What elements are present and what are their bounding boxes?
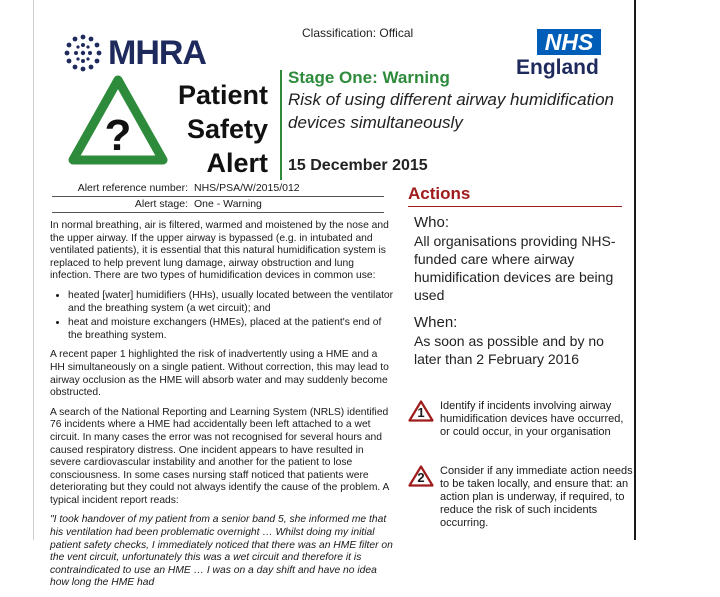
ref-stage-value: One - Warning <box>194 198 262 210</box>
alert-date: 15 December 2015 <box>288 157 428 174</box>
ref-number-label: Alert reference number: <box>77 182 188 194</box>
when-label: When: <box>414 314 458 331</box>
title-line-3: Alert <box>206 148 268 178</box>
title-divider <box>280 70 282 180</box>
nhs-badge: NHS <box>537 29 601 55</box>
reference-table <box>52 181 384 213</box>
body-paragraph-2: A recent paper 1 highlighted the risk of inadvertently using a HME and a HH simultaneously on a single patient. Without correction, this may lead to airway occlusion as the HME will absorb water and may suddenly become obstructed. <box>50 349 389 399</box>
device-list <box>50 290 395 342</box>
alert-page <box>33 0 636 589</box>
mhra-dots-icon <box>62 32 104 74</box>
step-triangle-icon <box>408 400 434 422</box>
ref-stage-label: Alert stage: <box>134 198 188 210</box>
ref-row-stage <box>52 197 384 213</box>
step-number: 1 <box>417 405 425 420</box>
classification-label: Classification: Offical <box>302 26 414 40</box>
svg-text:?: ? <box>104 111 132 160</box>
alert-body <box>50 220 395 597</box>
mhra-logo <box>62 32 206 74</box>
step-text: Consider if any immediate action needs to be taken locally, and ensure that: an action plan is underway, if required, to reduce the risk of such incidents occurring. <box>440 465 633 529</box>
title-line-2: Safety <box>186 114 268 144</box>
incident-quote: "I took handover of my patient from a senior band 5, she informed me that his ventilation had been problematic overnight … Whilst doing my initial patient safety checks, I immediately noticed that there was an HME filter on the vent circuit, unfortunately this was a wet circuit and therefore it is contraindicated to use an HME … I was on a day shift and have no idea how long the HME had <box>50 514 393 589</box>
when-block <box>414 314 628 368</box>
mhra-logo-text: MHRA <box>108 33 206 72</box>
body-paragraph-1: In normal breathing, air is filtered, warmed and moistened by the nose and the upper airway. If the upper airway is bypassed (e.g. in intubated and ventilated patients), it is essential that this natural humidification system is replaced to help prevent lung damage, airway obstruction and lung infection. There are two types of humidification devices in common use: <box>50 220 389 282</box>
risk-title: Risk of using different airway humidification devices simultaneously <box>288 90 614 132</box>
who-block <box>414 214 628 304</box>
ref-row-number <box>52 181 384 197</box>
step-triangle-icon <box>408 465 434 487</box>
title-line-1: Patient <box>177 80 268 110</box>
actions-panel <box>414 214 628 378</box>
who-text: All organisations providing NHS-funded care where airway humidification devices are being used <box>414 233 616 303</box>
action-step-2 <box>408 465 633 530</box>
who-label: Who: <box>414 214 450 231</box>
ref-number-value: NHS/PSA/W/2015/012 <box>194 182 300 194</box>
actions-heading: Actions <box>408 184 622 207</box>
nhs-region: England <box>516 56 599 79</box>
body-paragraph-3: A search of the National Reporting and Learning System (NRLS) identified 76 incidents where a HME had accidentally been left attached to a wet circuit. In many cases the error was not recognised for several hours and caused respiratory distress. One incident appears to have resulted in severe cardiovascular instability and another for the patient to lose consciousness. In some cases nursing staff noticed that patients were deteriorating but they could not always identify the cause of the problem. A typical incident report reads: <box>50 406 389 506</box>
step-number: 2 <box>417 470 425 485</box>
warning-triangle-icon <box>68 74 168 166</box>
device-list-item: • heated [water] humidifiers (HHs), usually located between the ventilator and the breathing system (a wet circuit); and <box>68 290 395 315</box>
patient-safety-alert-title <box>164 78 268 180</box>
stage-heading: Stage One: Warning <box>288 68 450 87</box>
device-list-item: • heat and moisture exchangers (HMEs), placed at the patient's end of the breathing system. <box>68 317 395 342</box>
step-text: Identify if incidents involving airway humidification devices have occurred, or could occur, in your organisation <box>440 400 624 438</box>
action-step-1 <box>408 400 633 439</box>
when-text: As soon as possible and by no later than 2 February 2016 <box>414 333 604 367</box>
